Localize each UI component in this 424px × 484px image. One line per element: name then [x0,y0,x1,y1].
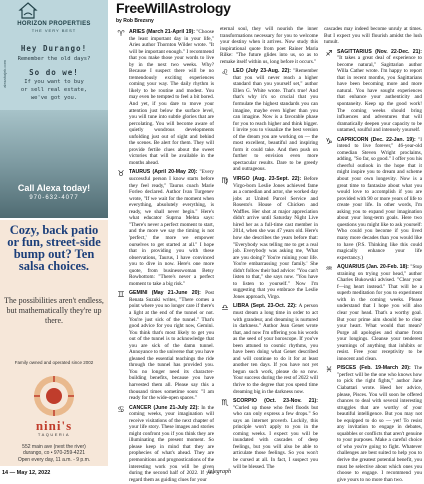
horizon-properties-ad[interactable] [0,0,108,218]
article-column-2 [220,26,318,471]
horoscope-entry [220,303,318,395]
sign-heading: LIBRA (Sept. 23-Oct. 22): [233,303,297,310]
sign-heading: PISCES (Feb. 19-March 20): [337,365,411,372]
ninis-taqueria-ad[interactable] [0,220,108,466]
sign-heading: ARIES (March 21-April 19): [129,29,195,35]
horizon-phone[interactable]: 970-632-4077 [29,195,79,201]
sign-heading: AQUARIUS (Jan. 20-Feb. 18): [337,264,409,271]
byline: by Rob Brezsny [116,18,154,24]
ninis-headline: Cozy, back patio or fun, street-side bump out? Ten salsa choices. [7,223,101,273]
ninis-logo-icon [32,374,76,418]
horoscope-entry [220,398,318,470]
horizon-line: or sell real estate, [20,87,88,93]
horoscope-text: Before Virgo-born Leslie Jones achieved fame as a comedian and actor, she worked day jobs at United Parcel Service and Rosesto's House of Chicken and Waffles. Her shot at major appreciation didn't arrive until Saturday Night Live hired her as a full-time cast member in 2014, when she was 47 years old. Here's how she describes the years before that: "Everybody was telling me to get a real job. Everybody was asking me, 'What are you doing?' You're ruining your life. You're embarrassing your family.' She didn't follow their bad advice: "You can't listen to that," she says now. "You have to listen to yourself." Now I'm suggesting that you embrace the Leslie Jones approach, Virgo. [233,176,319,300]
horoscope-entry [220,26,318,65]
footer-brand: telegraph [208,469,231,475]
sign-heading: SAGITTARIUS (Nov. 22-Dec. 21): [337,48,422,55]
sign-heading: CANCER (June 21-July 22): [129,404,200,411]
horizon-name: HORIZON PROPERTIES [17,21,91,27]
libra-icon: ♎ [221,303,229,313]
column-title: FreeWillAstrology [116,0,231,16]
horizon-headline: Hey Durango! [20,44,88,53]
ninis-name: nini's [35,418,73,433]
horoscope-text: "Curled up those who feel floods but who can only express a few drops." So says an internet proverb. Luckily, this principle won't apply to you in the coming weeks. I expect you will be inundated with cascades of deep feelings, but you will also be able to articulate those feelings. So you won't be cursed at all. In fact, I suspect you will be blessed. The [233,404,318,470]
horoscope-text: Post Renata Suzuki writes, "There comes a point where you no longer care if there's a light at the end of the tunnel or not. You're just sick of the tunnel." That's good advice for you right now, Gemini. You think that's most likely to get you out of the tunnel is to acknowledge that you are sick of the damn tunnel. Annoyance to the universe that you have gleaned the essential teachings the ride through the tunnel has provided you. You no longer need its character-building benefits, because you have harvested them all. Please say this a thousand times sometime soon: "I am ready for the wide-open spaces." [129,290,215,402]
page-number: 14 — May 12, 2022 [2,470,51,476]
sign-heading: GEMINI (May 21-June 20): [129,290,201,297]
horoscope-text: "Remember that you will never reach a higher standard than you yourself set," author Ellen G. White wrote. That's true! And that's why it's so crucial that you formulate the highest standards you can imagine, maybe even higher than you can imagine. Now is a favorable phase for you to reach higher and think bigger. I invite you to visualize the best version of the dream you are working on — the most excellent, beautiful and inspiring form it could take. And then push on further to envision even more spectacular results. Dare to be greedy and outrageous. [233,68,319,173]
gemini-icon: ♊ [117,290,125,300]
ninis-contacts[interactable]: durango, co • 970-259-4221 [22,450,86,456]
sign-heading: SCORPIO (Oct. 23-Nov. 21): [233,398,318,405]
horoscope-entry [116,169,214,287]
horoscope-text: cascades may indeed become unruly at times. But I expect you will flourish amidst the lush tumult. [324,26,422,46]
ninis-hours: Open every day, 11 a.m. - 9 p.m. [17,457,91,463]
horoscope-text: "It takes a great deal of experience to become natural," Sagittarian author Willa Cather wrote. I'm happy to report that in recent months, you Sagittarians have been becoming more and more natural. You have sought experiences that enhance your authenticity and spontaneity. Keep up the good work! The coming weeks should bring influences and adventures that will dramatically deepen your capacity to be untamed, soulful and intensely yourself. [337,55,422,134]
sign-heading: TAURUS (April 20-May 20): [129,169,198,176]
ninis-sub: TAQUERIA [37,432,71,437]
horoscope-entry [220,68,318,173]
sign-heading: VIRGO (Aug. 23-Sept. 22): [233,176,302,183]
aquarius-icon: ♒ [325,264,333,274]
horizon-line: we've got you. [30,95,78,101]
horoscope-text: In the coming weeks, your imagination will receive visitations of the next chapter of your life story. These images and stories might confront you if you think they are illuminating the present moment. So please keep in mind that they are prophecies of what's ahead. They are premonitions and prognostications of the interesting work you will be given during the second half of 2022. If you regard them as guiding clues for your [129,404,215,483]
sagittarius-icon: ♐ [325,48,333,58]
leo-icon: ♌ [221,68,229,78]
horoscope-text: "I intend to live forever," 46-year-old comedian Steven Wright proclaims, adding, "So far, so good." I offer you his cheerful outlook in the hope that it might inspire you to dream and scheme about your own longevity. Now is a great time to fantasize about what you would love to accomplish if you are provided with 90 or more years of life to create your life. In other words, I'm asking you to expand your imagination about your long-term goals. Here two questions you might like to ask yourself: Who could you become if you lived many more decades than you would like to have (P.S. Thinking like this could magically enhance your life expectancy.) [337,136,422,261]
article-column-1 [116,26,214,484]
horizon-logo-icon [18,2,38,20]
page-footer [0,466,424,480]
horizon-line: Remember the old days? [17,56,91,62]
horoscope-entry [324,26,422,46]
horoscope-entry [116,290,214,401]
ninis-family-owned: Family owned and operated since 2002 [14,360,94,365]
horoscope-entry [220,176,318,300]
horizon-tagline: THE VERY BEST [31,28,77,33]
ninis-body: The possibilities aren't endless, but mathematically they're up there. [4,296,104,325]
horoscope-entry [324,264,422,362]
virgo-icon: ♍ [221,176,229,186]
ninis-address: 552 main ave (next the river) [22,444,86,450]
horoscope-text: A person must dream a long time in order to act with grandeur, and dreaming is nurtured in darkness." Author Jean Genet wrote that, and now I'm offering you his words as the seed of your horoscope. If you've been attuned to cosmic rhythms, you have been doing what Genet described and will continue to do it for at least another ten days. If you have not yet begun such work, please do so now. Your success during the rest of 2022 will thrive to the degree that you spend time dreaming big in the darkness now. [233,303,319,395]
horizon-line: So do we! [29,68,79,77]
horoscope-entry [116,29,214,166]
sign-heading: LEO (July 23-Aug. 22): [233,68,291,75]
pisces-icon: ♓ [325,365,333,375]
taurus-icon: ♉ [117,169,125,179]
agent-photo [0,110,108,218]
horoscope-text: "Every successful person I know starts before they feel ready," Taurus coach Marie Forleo declared. Author Ivan Turgenev wrote, "If we wait for the moment when everything, absolutely everything, is ready, we shall never begin." Here's what educator Suprna Mehta says: "There's never a perfect moment to start, and the more we say the timing is not 'perfect,' the more we empower ourselves to get started at all." I hope that in providing you with these observations, Taurus, I have convinced you to dive in now. Here's one more quote, from businesswoman Betsy Rowbottom: "There's never a perfect moment to take a big risk." [129,169,214,287]
horizon-website: alexahajek.com [2,60,7,88]
article-column-3 [324,26,422,484]
aries-icon: ♈ [117,29,125,38]
horizon-line: If you want to buy [24,79,84,85]
horoscope-entry [324,49,422,134]
capricorn-icon: ♑ [325,136,333,146]
scorpio-icon: ♏ [221,398,229,408]
horoscope-text: "Choose the least important day in your life," Aries author Thornton Wilder wrote. "It will be important enough." I recommend that you make those your words to live by in the next two weeks. Why? Because I suspect there will be no tremendously exciting experiences coming your way. The daily rhythm is likely to be routine and modest. You may even be tempted to feel a bit bored. And yet, if you dare to move your attention just below the surface level, you will tune into subtle glories that are percolating. You will become aware of quietly wondrous developments unfolding just out of sight and behind the scenes. Be alert for them. They will provide fertile clues about the sweet victories that will be available in the months ahead. [129,29,214,166]
horoscope-entry [324,137,422,261]
horoscope-text: The "perfect will be the one who knows how to pick the right fights," author Jane Ciabattari wrote. Heed her advice, please, Pisces. You will soon be offered chances to deal with several interesting struggles that are worthy of your beautiful intelligence. But you may not be equipped to do so — yet! To resist any invitation to engage in debates, squabbles or conflicts that aren't genuine to your purposes. Make a careful choice of who you're going to fight. Whatever challenges are best suited to help you to derive the greatest potential benefit, you must be selective about which ones you choose to engage. I recommend you give yours to no more than two. [337,365,423,483]
horizon-call-text: Call Alexa today! [17,183,91,193]
ad-column [0,0,108,466]
sign-heading: CAPRICORN (Dec. 22-Jan. 19): [337,136,416,143]
horoscope-text: eternal soul, they will nourish the inner transformations necessary for you to welcome your destiny when it arrives. Now study this inspirational quote from poet Rainer Maria Rilke: "The future glides into us, so as to remake itself within us, long before it occurs." [220,26,318,65]
horoscope-text: "Stop straining on trying your head," author Charles Bukowski advised. "Clear your f—ing heart instead." That will be a superb meditation for you to experiment with in the coming weeks. Please understand that I hope you will also clear your head. That's a worthy goal. But your prime aim should be to clear your heart. What would that mean? Purge all apologies and shame from your longings. Cleanse your tenderest yearnings of anything that inhibits or resist. Free your receptivity to be innocent and clean. [337,264,422,362]
cancer-icon: ♋ [117,404,125,414]
